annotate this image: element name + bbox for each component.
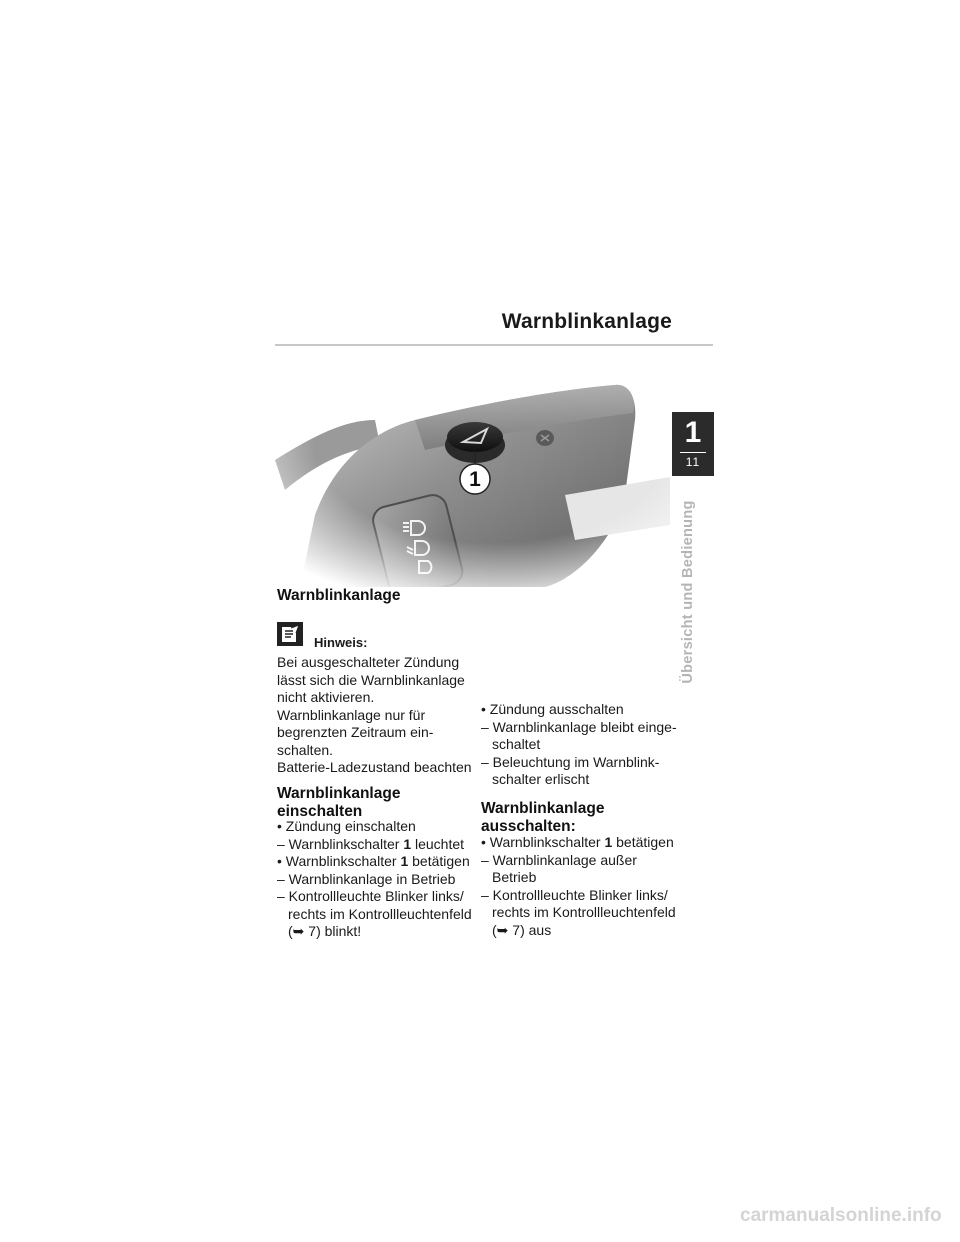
section-side-label: Übersicht und Bedienung [680, 500, 696, 684]
step-item: – Warnblinkanlage in Betrieb [277, 870, 456, 887]
hint-line: lässt sich die Warnblinkanlage [277, 671, 465, 688]
hint-text [277, 654, 472, 777]
step-item [481, 834, 676, 852]
callout-ref: 1 [403, 835, 412, 852]
step-item: – Warnblinkanlage außer [481, 851, 637, 868]
callout-ref: 1 [604, 834, 613, 850]
hint-line: begrenzten Zeitraum ein- [277, 724, 434, 740]
step-item: – Warnblinkanlage bleibt einge- [481, 718, 677, 735]
switch-on-title-line: Warnblinkanlage [277, 785, 401, 802]
hint-line: nicht aktivieren. [277, 689, 375, 705]
hazard-switch-photo [275, 365, 670, 587]
step-item [277, 836, 472, 854]
section-title-switch-on [277, 785, 400, 821]
step-text: • Warnblinkschalter [277, 853, 401, 869]
switch-off-title-line: ausschalten: [481, 818, 576, 835]
step-item: – Kontrollleuchte Blinker links/ [481, 886, 668, 903]
step-text: – Warnblinkschalter [277, 835, 404, 852]
photo-vignette [275, 365, 670, 587]
step-text: • Warnblinkschalter [481, 834, 605, 850]
page-number: 11 [685, 455, 701, 469]
title-divider [275, 344, 713, 346]
chapter-number: 1 [684, 416, 702, 449]
switch-off-title-line: Warnblinkanlage [481, 800, 605, 817]
watermark: carmanualsonline.info [740, 1205, 942, 1226]
step-item: • Zündung ausschalten [481, 701, 624, 717]
hint-icon [277, 622, 303, 646]
step-text: betätigen [612, 834, 674, 850]
step-item-continued: (➥ 7) blinkt! [288, 923, 362, 939]
section-title-hazard: Warnblinkanlage [277, 587, 401, 604]
hint-label: Hinweis: [314, 635, 368, 650]
hint-line: Batterie-Ladezustand beachten [277, 759, 472, 775]
callout-ref: 1 [400, 853, 409, 869]
step-item-continued: rechts im Kontrollleuchtenfeld [288, 905, 472, 922]
ignition-off-steps [481, 701, 677, 789]
step-item-continued: schaltet [492, 736, 541, 752]
chapter-tab [672, 412, 714, 476]
hint-line: Warnblinkanlage nur für [277, 706, 426, 723]
hint-line: schalten. [277, 741, 334, 758]
step-text: leuchtet [411, 835, 465, 852]
step-item-continued: rechts im Kontrollleuchtenfeld [492, 904, 676, 920]
switch-on-steps [277, 818, 472, 941]
step-item [277, 853, 472, 871]
switch-off-steps [481, 834, 676, 939]
page-title: Warnblinkanlage [501, 310, 672, 333]
step-item-continued: schalter erlischt [492, 771, 590, 787]
step-item-continued: Betrieb [492, 869, 537, 885]
step-text: betätigen [408, 853, 470, 869]
step-item: – Kontrollleuchte Blinker links/ [277, 888, 464, 904]
section-title-switch-off [481, 800, 604, 836]
step-item: • Zündung einschalten [277, 818, 416, 834]
switch-on-title-line: einschalten [277, 803, 363, 820]
hint-line: Bei ausgeschalteter Zündung [277, 654, 460, 670]
step-item-continued: (➥ 7) aus [492, 921, 552, 938]
step-item: – Beleuchtung im Warnblink- [481, 753, 660, 770]
